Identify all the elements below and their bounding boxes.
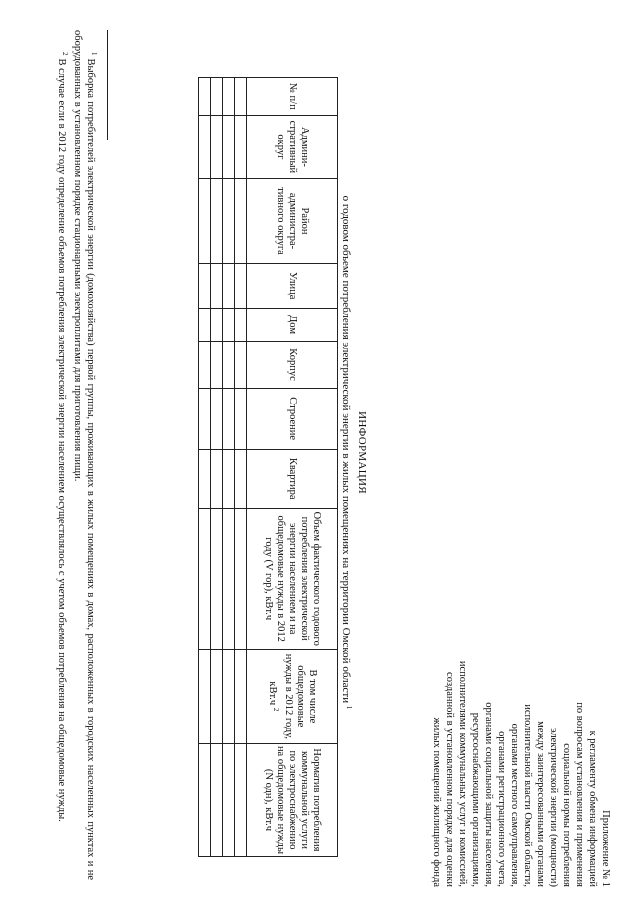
table-row [235,78,247,857]
appendix-line: по вопросам установления и применения [574,702,585,887]
appendix-line: исполнительной власти Омской области, [522,704,533,887]
footnote-1 [71,30,100,880]
table-cell [199,179,211,264]
appendix-line: органами социальной защиты населения, [483,702,494,887]
table-cell [199,115,211,179]
table-row [199,78,211,857]
table-cell [199,263,211,308]
table-cell [199,78,211,116]
table-cell [223,308,235,341]
document-title-block [339,0,368,905]
appendix-number: Приложение № 1 [600,810,611,887]
table-cell [223,449,235,508]
table-cell [211,179,223,264]
header-cell-street: Улица [247,263,338,308]
footnote-mark: 1 [90,52,98,56]
table-cell [211,388,223,449]
table-cell [199,508,211,649]
header-cell-annual-volume: Объем фактического годового потребления электрической энергии населением и на общедомовые нужды в 2012 году (V гор), кВт.ч [247,508,338,649]
table-cell [223,743,235,856]
header-footnote-mark: 2 [272,707,280,712]
table-cell [211,743,223,856]
table-row [223,78,235,857]
table-cell [235,263,247,308]
appendix-line: исполнителями коммунальных услуг и комиссией, [457,660,468,887]
appendix-line: созданной в установленном порядке для оценки [444,672,455,887]
table-cell [211,78,223,116]
header-cell-admin-district: Админи-стративный округ [247,115,338,179]
table-cell [223,115,235,179]
table-cell [211,449,223,508]
table-cell [235,308,247,341]
appendix-line: электрической энергии (мощности) [548,728,559,887]
appendix-line: к регламенту обмена информацией [587,730,598,887]
footnote-mark: 2 [61,52,69,56]
table-cell [199,308,211,341]
footnote-separator [107,30,108,140]
table-cell [235,78,247,116]
table-cell [235,179,247,264]
appendix-line: органами регистрационного учета, [496,731,507,887]
table-cell [235,743,247,856]
table-cell [199,449,211,508]
table-cell [235,649,247,743]
header-cell-common-needs [247,649,338,743]
table-cell [211,308,223,341]
table-cell [223,179,235,264]
footnotes [55,30,101,880]
footnote-2 [55,30,72,880]
table-cell [211,508,223,649]
subtitle-text: о годовом объеме потребления электрической энергии в жилых помещениях на территории Омской области [340,195,352,704]
header-cell-house: Дом [247,308,338,341]
header-cell-number: № п/п [247,78,338,116]
table-cell [199,341,211,388]
consumption-table [198,77,338,857]
appendix-line: между заинтересованными органами [535,721,546,887]
appendix-line: органами местного самоуправления, [509,723,520,887]
table-cell [211,341,223,388]
header-cell-structure: Строение [247,388,338,449]
table-cell [235,341,247,388]
header-cell-norm: Норматив потребления коммунальной услуги по электроснабжению на общедомовые нужды (N одн), кВт.ч [247,743,338,856]
table-cell [223,263,235,308]
table-row [211,78,223,857]
table-cell [211,115,223,179]
document-subtitle [339,0,355,905]
table-cell [223,649,235,743]
table-cell [235,388,247,449]
appendix-line: ресурсоснабжающими организациями, [470,712,481,887]
appendix-line: социальной нормы потребления [561,743,572,887]
table-cell [199,649,211,743]
header-common-needs-text: В том числе общедомовые нужды в 2012 году, кВт.ч [267,653,318,740]
table-cell [199,743,211,856]
table-cell [235,508,247,649]
table-header-row [247,78,338,857]
footnote-text: В случае если в 2012 году определение объемов потребления электрической энергии населением осуществлялось с учетом объемов потребления на общедомовые нужды. [56,58,67,822]
appendix-line: жилых помещений жилищного фонда [431,717,442,887]
appendix-note [430,577,612,887]
header-cell-building: Корпус [247,341,338,388]
footnote-text: Выборка потребителей электрической энергии (домохозяйства) первой группы, проживающих в жилых помещениях в домах, расположенных в городских населенных пунктах и не оборудованных в установленном порядке стационарными электроплитами для приготовления пищи. [72,30,96,880]
document-heading: ИНФОРМАЦИЯ [356,411,368,494]
table-body [199,78,247,857]
table-cell [211,263,223,308]
table-cell [211,649,223,743]
header-cell-district-area: Район администра-тивного округа [247,179,338,264]
table-cell [223,341,235,388]
table-cell [223,388,235,449]
header-cell-apartment: Квартира [247,449,338,508]
table-cell [223,508,235,649]
subtitle-footnote-mark: 1 [345,705,353,710]
table-cell [235,449,247,508]
table-cell [223,78,235,116]
table-cell [235,115,247,179]
table-cell [199,388,211,449]
